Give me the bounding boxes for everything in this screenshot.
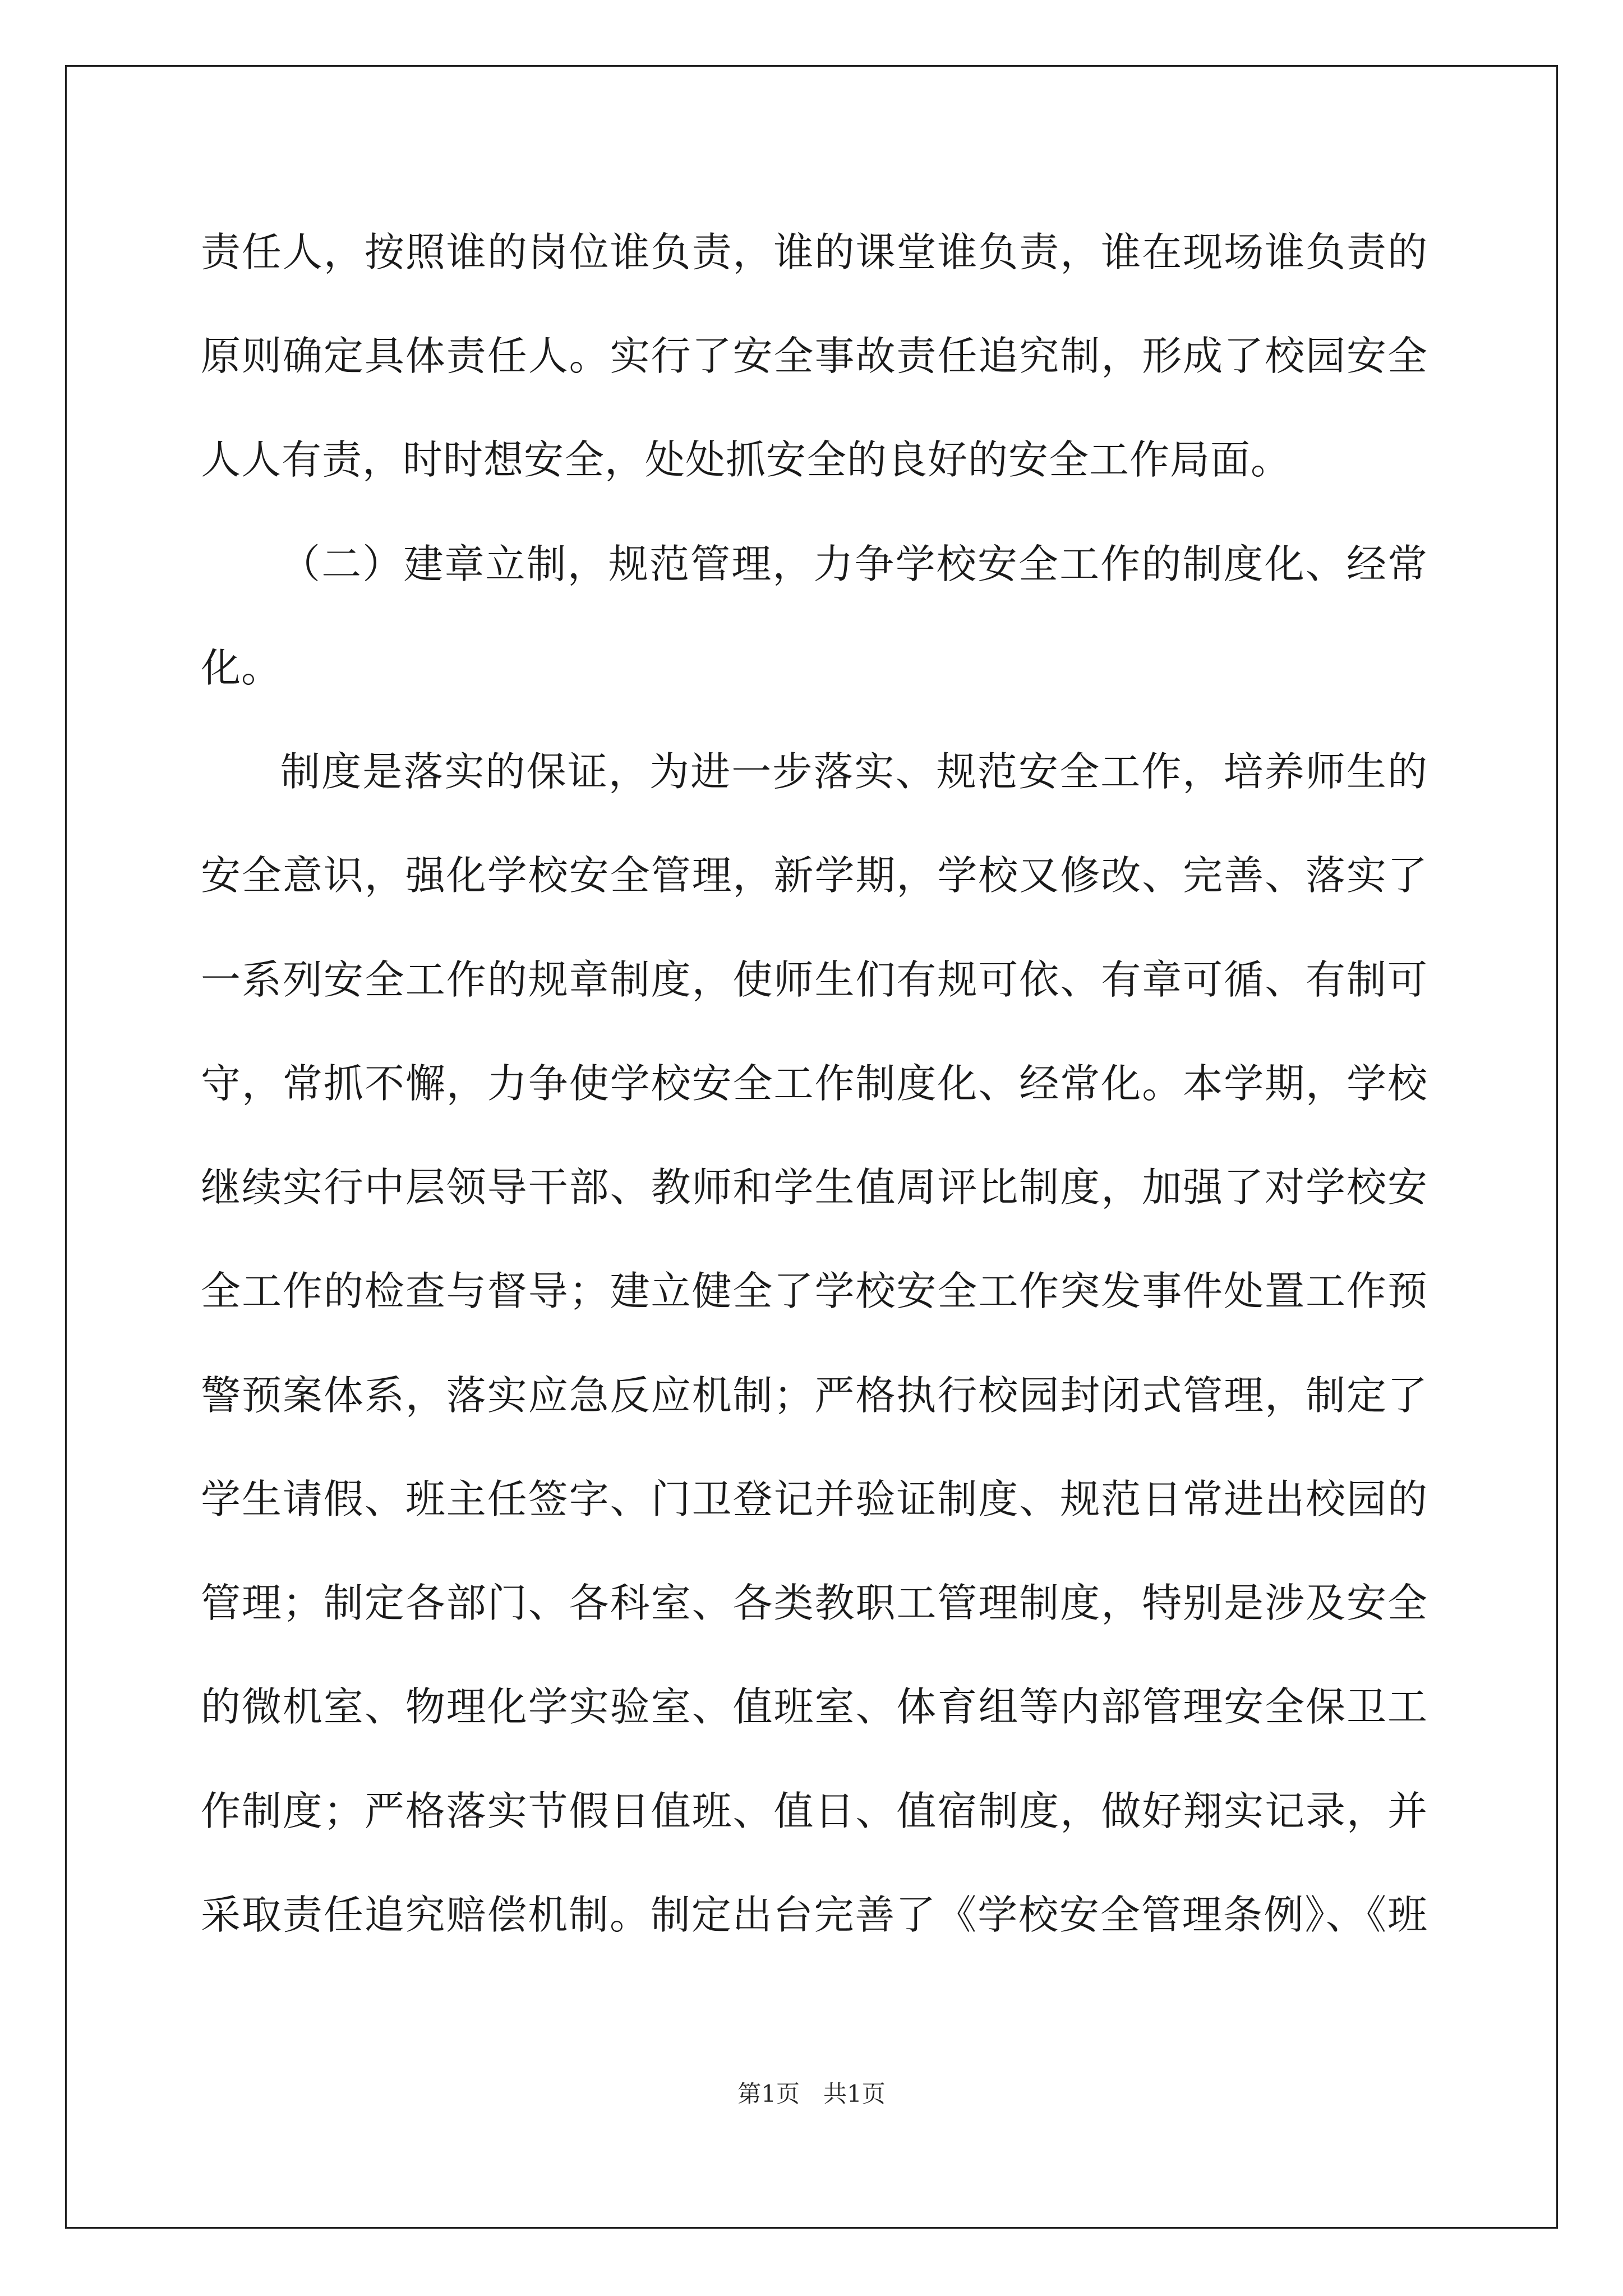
- text-line: 继续实行中层领导干部、教师和学生值周评比制度，加强了对学校安: [201, 1164, 1428, 1211]
- text-line: 采取责任追究赔偿机制。制定出台完善了《学校安全管理条例》、《班: [201, 1892, 1428, 1938]
- text-line: 全工作的检查与督导；建立健全了学校安全工作突发事件处置工作预: [201, 1268, 1428, 1314]
- text-line: 管理；制定各部门、各科室、各类教职工管理制度，特别是涉及安全: [201, 1580, 1428, 1626]
- text-line: 的微机室、物理化学实验室、值班室、体育组等内部管理安全保卫工: [201, 1683, 1428, 1730]
- page-number: 第1页 共1页: [737, 2080, 886, 2108]
- section-heading: （二）建章立制，规范管理，力争学校安全工作的制度化、经常: [280, 541, 1428, 587]
- text-line: 守，常抓不懈，力争使学校安全工作制度化、经常化。本学期，学校: [201, 1060, 1428, 1107]
- text-line: 原则确定具体责任人。实行了安全事故责任追究制，形成了校园安全: [201, 333, 1428, 379]
- text-line: 制度是落实的保证，为进一步落实、规范安全工作，培养师生的: [280, 748, 1428, 795]
- text-line: 责任人，按照谁的岗位谁负责，谁的课堂谁负责，谁在现场谁负责的: [201, 229, 1428, 275]
- section-heading-cont: 化。: [201, 645, 282, 691]
- text-line: 一系列安全工作的规章制度，使师生们有规可依、有章可循、有制可: [201, 956, 1428, 1003]
- text-line: 人人有责，时时想安全，处处抓安全的良好的安全工作局面。: [201, 436, 1292, 483]
- text-line: 安全意识，强化学校安全管理，新学期，学校又修改、完善、落实了: [201, 852, 1428, 899]
- text-line: 警预案体系，落实应急反应机制；严格执行校园封闭式管理，制定了: [201, 1372, 1428, 1419]
- text-line: 学生请假、班主任签字、门卫登记并验证制度、规范日常进出校园的: [201, 1476, 1428, 1522]
- text-line: 作制度；严格落实节假日值班、值日、值宿制度，做好翔实记录，并: [201, 1788, 1428, 1834]
